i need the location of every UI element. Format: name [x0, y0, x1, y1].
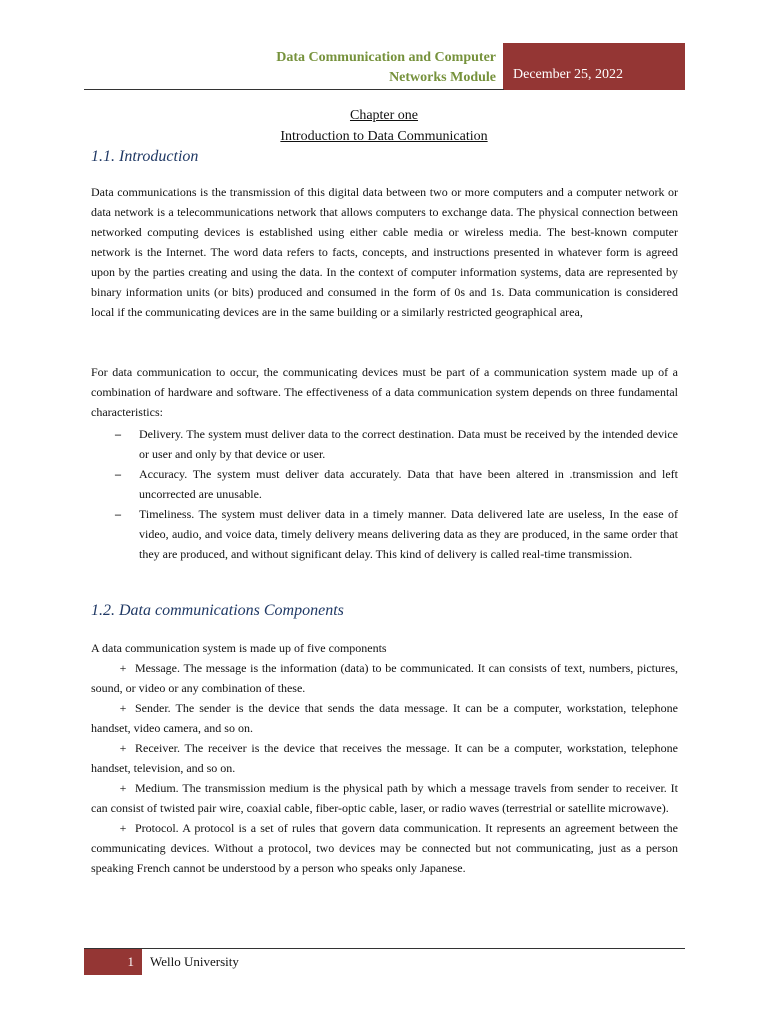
characteristics-list — [91, 424, 678, 564]
list-item-text: Delivery. The system must deliver data to the correct destination. Data must be received by the intended device or user and only by that device or user. — [139, 427, 678, 461]
dash-bullet-icon: – — [115, 427, 121, 441]
list-item-text: Accuracy. The system must deliver data accurately. Data that have been altered in .transmission and left uncorrected are unusable. — [139, 467, 678, 501]
dash-bullet-icon: – — [115, 507, 121, 521]
header-date: December 25, 2022 — [503, 43, 685, 90]
header-rule — [84, 89, 504, 90]
list-item-text: Receiver. The receiver is the device that receives the message. It can be a computer, workstation, telephone handset, television, and so on. — [91, 741, 678, 775]
footer-rule — [84, 948, 685, 949]
plus-bullet-icon: + — [119, 821, 127, 835]
plus-bullet-icon: + — [119, 701, 127, 715]
dash-bullet-icon: – — [115, 467, 121, 481]
components-intro: A data communication system is made up of five components — [91, 641, 387, 655]
module-title-line1: Data Communication and Computer — [276, 50, 496, 65]
list-item — [91, 464, 678, 504]
chapter-title: Introduction to Data Communication — [280, 129, 488, 144]
list-item-text: Timeliness. The system must deliver data in a timely manner. Data delivered late are useless, In the ease of video, audio, and voice data, timely delivery means delivering data as they are produced, in the same order that they are produced, and without significant delay. This kind of delivery is called real-time transmission. — [139, 507, 678, 561]
list-item — [91, 778, 678, 818]
footer-university: Wello University — [150, 954, 239, 969]
list-item-text: Message. The message is the information (data) to be communicated. It can consists of text, numbers, pictures, sound, or video or any combination of these. — [91, 661, 678, 695]
module-title-line2: Networks Module — [389, 70, 496, 85]
list-item — [91, 424, 678, 464]
plus-bullet-icon: + — [119, 741, 127, 755]
list-item — [91, 698, 678, 738]
characteristics-paragraph: For data communication to occur, the communicating devices must be part of a communication system made up of a combination of hardware and software. The effectiveness of a data communication system depends on three fundamental characteristics: — [91, 365, 678, 419]
list-item-text: Sender. The sender is the device that sends the data message. It can be a computer, workstation, telephone handset, video camera, and so on. — [91, 701, 678, 735]
page-number: 1 — [84, 949, 142, 975]
list-item — [91, 738, 678, 778]
plus-bullet-icon: + — [119, 661, 127, 675]
list-item — [91, 658, 678, 698]
list-item — [91, 818, 678, 878]
plus-bullet-icon: + — [119, 781, 127, 795]
chapter-number: Chapter one — [349, 108, 419, 123]
components-list — [91, 658, 678, 878]
list-item — [91, 504, 678, 564]
list-item-text: Protocol. A protocol is a set of rules that govern data communication. It represents an agreement between the communicating devices. Without a protocol, two devices may be connected but not communicating, just as a person speaking French cannot be understood by a person who speaks only Japanese. — [91, 821, 678, 875]
section-heading-components: 1.2. Data communications Components — [91, 602, 344, 619]
section-heading-introduction: 1.1. Introduction — [91, 148, 199, 165]
list-item-text: Medium. The transmission medium is the physical path by which a message travels from sender to receiver. It can consist of twisted pair wire, coaxial cable, fiber-optic cable, laser, or radio waves (terrestrial or satellite microwave). — [91, 781, 678, 815]
intro-paragraph: Data communications is the transmission of this digital data between two or more computers and a computer network or data network is a telecommunications network that allows computers to exchange data. The physical connection between networked computing devices is established using either cable media or wireless media. The best-known computer network is the Internet. The word data refers to facts, concepts, and instructions presented in whatever form is agreed upon by the parties creating and using the data. In the context of computer information systems, data are represented by binary information units (or bits) produced and consumed in the form of 0s and 1s. Data communication is considered local if the communicating devices are in the same building or a similarly restricted geographical area, — [91, 185, 678, 319]
module-title — [276, 48, 496, 88]
